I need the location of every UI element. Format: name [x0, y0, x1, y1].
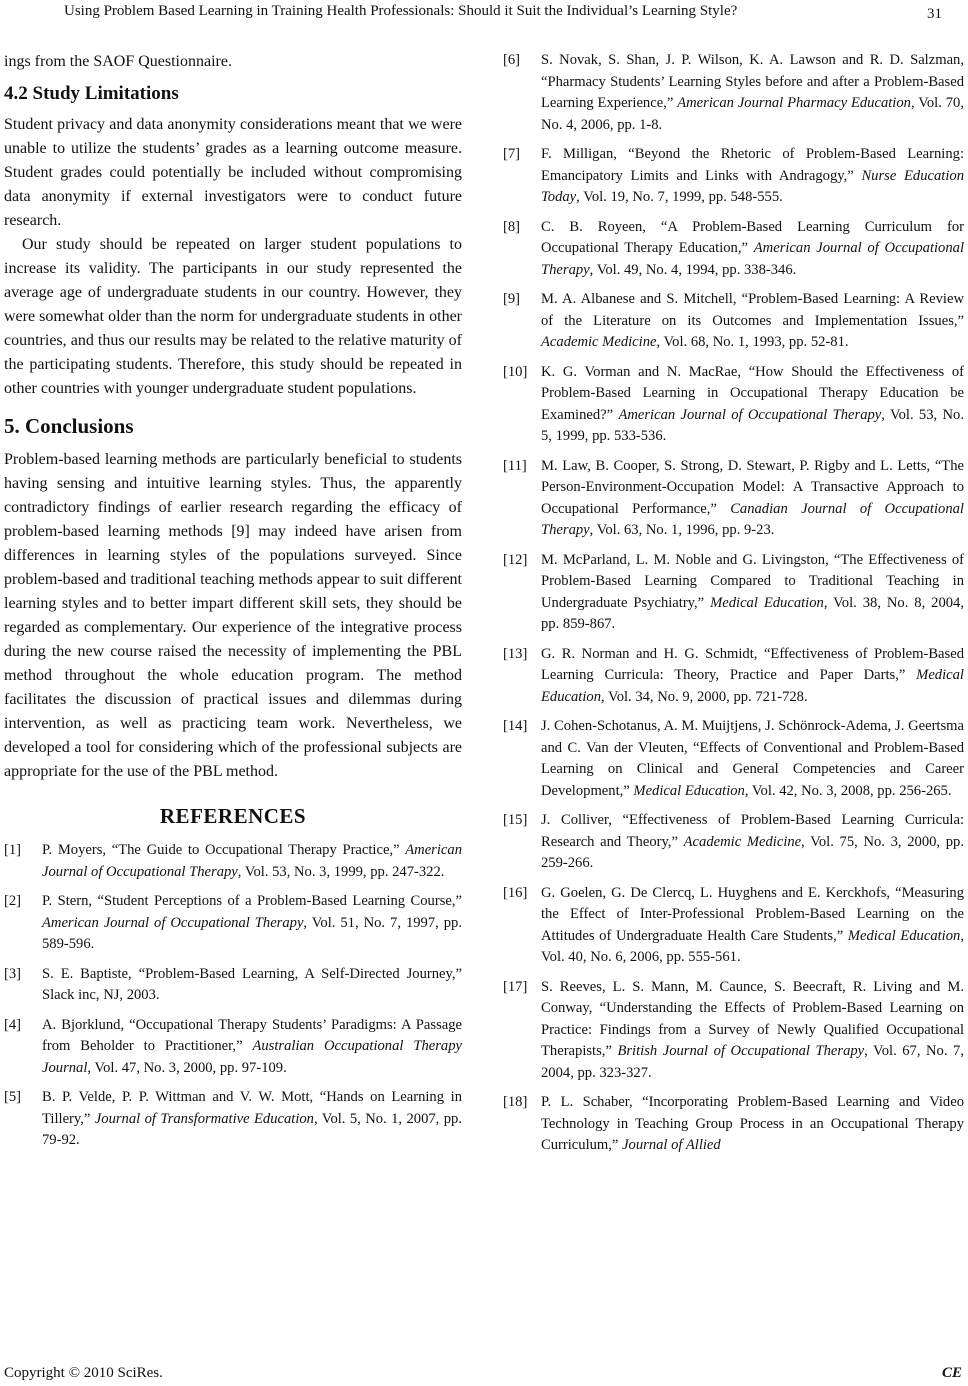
references-heading: REFERENCES: [159, 804, 307, 828]
continued-paragraph: ings from the SAOF Questionnaire.: [4, 53, 232, 70]
reference-details: , Vol. 67, No. 7, 2004, pp. 323-327.: [541, 1043, 964, 1081]
reference-details: , Vol. 5, No. 1, 2007, pp. 79-92.: [42, 1110, 462, 1148]
reference-number: [11]: [503, 457, 527, 474]
reference-journal: Medical Education: [541, 667, 964, 705]
reference-text: [42, 964, 462, 1007]
reference-number: [13]: [503, 645, 528, 662]
reference-number: [17]: [503, 978, 528, 995]
right-column: [503, 50, 964, 1165]
reference-details: , Vol. 19, No. 7, 1999, pp. 548-555.: [576, 189, 783, 205]
reference-text: [42, 891, 462, 956]
reference-item: [4, 840, 462, 883]
reference-list-right: [503, 50, 964, 1157]
reference-journal: Australian Occupational Therapy Journal: [42, 1038, 462, 1076]
reference-number: [5]: [4, 1089, 22, 1105]
reference-journal: Medical Education: [710, 594, 824, 611]
reference-text: [541, 144, 964, 209]
reference-number: [12]: [503, 551, 528, 568]
reference-item: [4, 1087, 462, 1152]
reference-journal: Nurse Education Today: [541, 167, 964, 205]
reference-citation: P. Moyers, “The Guide to Occupational Therapy Practice,”: [42, 842, 406, 858]
reference-number: [4]: [4, 1016, 22, 1033]
reference-citation: S. Reeves, L. S. Mann, M. Caunce, S. Beecraft, R. Living and M. Conway, “Understanding the Effects of Problem-Based Learning on Practice: Findings from a Survey of Newly Qualified Occupational Therapists,”: [541, 978, 964, 1059]
reference-citation: B. P. Velde, P. P. Wittman and V. W. Mott, “Hands on Learning in Tillery,”: [42, 1089, 462, 1127]
reference-text: [541, 883, 964, 969]
reference-journal: Academic Medicine: [683, 833, 802, 850]
limitations-heading: 4.2 Study Limitations: [4, 83, 179, 104]
reference-item: [503, 550, 964, 636]
reference-journal: American Journal of Occupational Therapy: [42, 914, 304, 931]
reference-citation: S. Novak, S. Shan, J. P. Wilson, K. A. Lawson and R. D. Salzman, “Pharmacy Students’ Learning Styles before and after a Problem-Based Learning Experience,”: [541, 52, 964, 111]
reference-journal: Medical Education: [633, 782, 745, 799]
reference-journal: American Journal of Occupational Therapy: [42, 842, 462, 880]
reference-number: [1]: [4, 842, 22, 858]
reference-number: [10]: [503, 363, 528, 380]
reference-text: [42, 1087, 462, 1152]
reference-list-left: [4, 840, 462, 1152]
reference-number: [16]: [503, 884, 528, 901]
copyright-notice: Copyright © 2010 SciRes.: [4, 1365, 163, 1381]
reference-item: [503, 50, 964, 136]
reference-journal: Medical Education: [847, 927, 961, 944]
reference-details: , Vol. 75, No. 3, 2000, pp. 259-266.: [541, 833, 964, 871]
reference-item: [4, 1015, 462, 1080]
reference-journal: British Journal of Occupational Therapy: [617, 1043, 865, 1059]
reference-citation: J. Colliver, “Effectiveness of Problem-Based Learning Curricula: Research and Theory,”: [541, 812, 964, 850]
reference-text: [42, 1015, 462, 1080]
reference-citation: G. R. Norman and H. G. Schmidt, “Effectiveness of Problem-Based Learning Curricula: Theory, Practice and Paper Darts,”: [541, 645, 964, 683]
reference-item: [503, 362, 964, 448]
reference-number: [9]: [503, 291, 521, 307]
reference-citation: P. Stern, “Student Perceptions of a Problem-Based Learning Course,”: [42, 893, 462, 909]
reference-details: , Vol. 47, No. 3, 2000, pp. 97-109.: [87, 1059, 287, 1076]
reference-journal: Academic Medicine: [541, 334, 657, 350]
reference-journal: American Journal of Occupational Therapy: [618, 406, 882, 423]
reference-citation: M. McParland, L. M. Noble and G. Livingston, “The Effectiveness of Problem-Based Learning Compared to Traditional Teaching in Undergraduate Psychiatry,”: [541, 551, 964, 611]
reference-citation: S. E. Baptiste, “Problem-Based Learning, A Self-Directed Journey,” Slack inc, NJ, 2003.: [42, 965, 462, 1003]
journal-abbreviation: CE: [941, 1365, 962, 1381]
reference-citation: P. L. Schaber, “Incorporating Problem-Based Learning and Video Technology in Teaching Group Process in an Occupational Therapy Curriculum,”: [541, 1094, 964, 1153]
limitations-paragraph-1: Student privacy and data anonymity considerations meant that we were unable to utilize the students’ grades as a learning outcome measure. Student grades could potentially be included without compromising data anonymity if external investigators were to conduct future research.: [4, 116, 462, 229]
reference-citation: M. A. Albanese and S. Mitchell, “Problem-Based Learning: A Review of the Literature on its Outcomes and Implementation Issues,”: [541, 291, 964, 329]
reference-text: [42, 840, 462, 883]
conclusions-heading: 5. Conclusions: [4, 414, 134, 438]
reference-number: [6]: [503, 52, 521, 68]
reference-text: [541, 50, 964, 136]
reference-details: , Vol. 34, No. 9, 2000, pp. 721-728.: [601, 688, 808, 705]
reference-number: [7]: [503, 146, 521, 162]
reference-item: [503, 217, 964, 282]
reference-number: [3]: [4, 965, 22, 982]
reference-details: , Vol. 63, No. 1, 1996, pp. 9-23.: [589, 522, 775, 538]
reference-citation: C. B. Royeen, “A Problem-Based Learning Curriculum for Occupational Therapy Education,”: [541, 218, 964, 256]
reference-citation: F. Milligan, “Beyond the Rhetoric of Problem-Based Learning: Emancipatory Limits and Links with Andragogy,”: [541, 146, 964, 184]
reference-item: [503, 456, 964, 542]
limitations-paragraph-2: Our study should be repeated on larger student populations to increase its validity. The participants in our study represented the average age of undergraduate students in our country. However, they were somewhat older than the norm for undergraduate students in other countries, and thus our results may be related to the relative maturity of the participating students. Therefore, this study should be repeated in other countries with younger undergraduate student populations.: [4, 236, 462, 397]
reference-item: [503, 644, 964, 709]
reference-text: [541, 716, 964, 802]
conclusions-paragraph: Problem-based learning methods are particularly beneficial to students having sensing and intuitive learning styles. Thus, the apparently contradictory findings of earlier research regarding the efficacy of problem-based learning methods [9] may indeed have arisen from differences in learning styles of the populations surveyed. Since problem-based and traditional teaching methods appear to suit different learning styles and to better impart different skill sets, they should be regarded as complementary. Our experience of the integrative process during the new course raised the necessity of implementing the PBL method throughout the whole education program. The method facilitates the discussion of practical issues and dilemmas during intervention, as well as practicing team work. Nevertheless, we developed a tool for considering which of the professional subjects are appropriate for the use of the PBL method.: [4, 451, 462, 780]
reference-details: , Vol. 70, No. 4, 2006, pp. 1-8.: [541, 95, 964, 133]
reference-citation: K. G. Vorman and N. MacRae, “How Should the Effectiveness of Problem-Based Learning in Occupational Therapy Education be Examined?”: [541, 363, 964, 423]
reference-number: [8]: [503, 218, 521, 235]
reference-item: [503, 1092, 964, 1157]
reference-text: [541, 977, 964, 1085]
running-title: Using Problem Based Learning in Training Health Professionals: Should it Suit the Individual’s Learning Style?: [64, 3, 738, 19]
reference-details: , Vol. 40, No. 6, 2006, pp. 555-561.: [541, 927, 964, 965]
reference-citation: M. Law, B. Cooper, S. Strong, D. Stewart, P. Rigby and L. Letts, “The Person-Environment-Occupation Model: A Transactive Approach to Occupational Performance,”: [541, 457, 964, 517]
reference-text: [541, 362, 964, 448]
reference-item: [503, 716, 964, 802]
reference-details: , Vol. 42, No. 3, 2008, pp. 256-265.: [744, 782, 952, 799]
reference-item: [503, 144, 964, 209]
running-header: [0, 0, 968, 26]
reference-text: [541, 810, 964, 875]
reference-number: [18]: [503, 1094, 528, 1110]
reference-citation: J. Cohen-Schotanus, A. M. Muijtjens, J. Schönrock-Adema, J. Geertsma and C. Van der Vleuten, “Effects of Conventional and Problem-Based Learning on Clinical and General Competencies and Career Development,”: [541, 718, 964, 799]
reference-text: [541, 550, 964, 636]
reference-citation: G. Goelen, G. De Clercq, L. Huyghens and E. Kerckhofs, “Measuring the Effect of Inter-Professional Problem-Based Learning on the Attitudes of Undergraduate Health Care Students,”: [541, 884, 964, 944]
reference-details: , Vol. 53, No. 3, 1999, pp. 247-322.: [237, 863, 445, 880]
reference-details: , Vol. 53, No. 5, 1999, pp. 533-536.: [541, 406, 964, 444]
reference-details: , Vol. 38, No. 8, 2004, pp. 859-867.: [541, 594, 965, 632]
reference-item: [4, 891, 462, 956]
reference-journal: Journal of Allied: [622, 1137, 721, 1153]
reference-number: [15]: [503, 812, 528, 828]
reference-journal: American Journal of Occupational Therapy: [541, 240, 964, 278]
reference-journal: Journal of Transformative Education: [94, 1110, 314, 1127]
reference-citation: A. Bjorklund, “Occupational Therapy Students’ Paradigms: A Passage from Beholder to Practitioner,”: [42, 1016, 462, 1054]
reference-text: [541, 456, 964, 542]
reference-details: , Vol. 49, No. 4, 1994, pp. 338-346.: [589, 261, 797, 278]
reference-text: [541, 217, 964, 282]
reference-journal: Canadian Journal of Occupational Therapy: [541, 500, 964, 538]
reference-item: [503, 883, 964, 969]
reference-details: , Vol. 51, No. 7, 1997, pp. 589-596.: [42, 914, 462, 952]
reference-number: [14]: [503, 718, 528, 734]
reference-text: [541, 1092, 964, 1157]
left-column: [4, 50, 462, 1160]
reference-text: [541, 289, 964, 354]
reference-journal: American Journal Pharmacy Education: [677, 95, 911, 111]
reference-details: , Vol. 68, No. 1, 1993, pp. 52-81.: [656, 334, 849, 350]
reference-item: [503, 289, 964, 354]
reference-number: [2]: [4, 893, 22, 909]
page-number: 31: [927, 6, 942, 22]
reference-text: [541, 644, 964, 709]
reference-item: [503, 810, 964, 875]
reference-item: [4, 964, 462, 1007]
reference-item: [503, 977, 964, 1085]
